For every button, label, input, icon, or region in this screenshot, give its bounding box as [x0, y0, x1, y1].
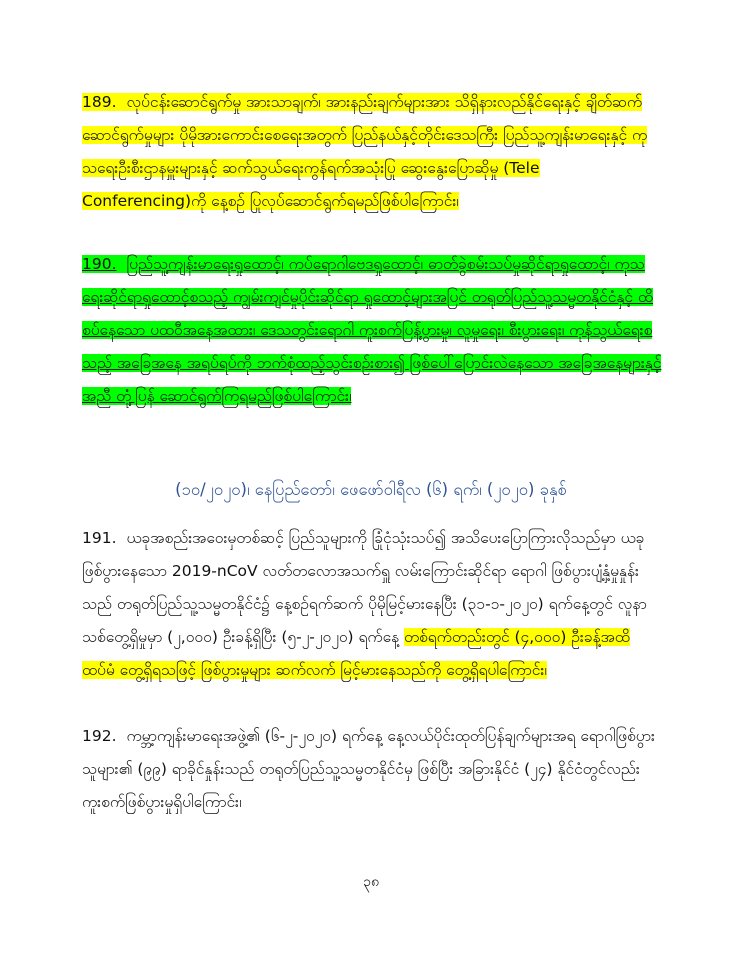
paragraph-189: [82, 86, 662, 218]
paragraph-192: [82, 720, 662, 819]
paragraph-number: 190.: [82, 255, 117, 273]
paragraph-text: လုပ်ငန်းဆောင်ရွက်မှု အားသာချက်၊ အားနည်းချက်များအား သိရှိနားလည်နိုင်ရေးနှင့် ချိတ်ဆက်ဆောင်ရွက်မှုများ ပိုမိုအားကောင်းစေရေးအတွက် ပြည်နယ်နှင့်တိုင်းဒေသကြီး ပြည်သူ့ကျန်းမာရေးနှင့် ကုသရေးဦးစီးဌာနမှူးများနှင့် ဆက်သွယ်ရေးကွန်ရက်အသုံးပြု ဆွေးနွေးပြောဆိုမှု (Tele Conferencing)ကို နေ့စဉ် ပြုလုပ်ဆောင်ရွက်ရမည်ဖြစ်ပါကြောင်း၊: [82, 93, 648, 210]
page-number: ၃၈: [363, 874, 379, 890]
paragraph-number: 191.: [82, 529, 117, 547]
highlighted-text: တစ်ရက်တည်းတွင် (၄,၀၀၀) ဦးခန့်အထိ ထပ်မံ တွေ့ရှိရသဖြင့် ဖြစ်ပွားမှုများ ဆက်လက် မြင့်မားနေသည်ကို တွေ့ရှိရပါကြောင်း၊: [82, 628, 630, 679]
paragraph-text: ကမ္ဘာ့ကျန်းမာရေးအဖွဲ့၏ (၆-၂-၂၀၂၀) ရက်နေ့ နေ့လယ်ပိုင်းထုတ်ပြန်ချက်များအရ ရောဂါဖြစ်ပွားသူများ၏ (၉၉) ရာခိုင်နှုန်းသည် တရုတ်ပြည်သူ့သမ္မတနိုင်ငံမှ ဖြစ်ပြီး အခြားနိုင်ငံ (၂၄) နိုင်ငံတွင်လည်း ကူးစက်ဖြစ်ပွားမှုရှိပါကြောင်း၊: [82, 727, 655, 811]
paragraph-number: 189.: [82, 93, 117, 111]
paragraph-number: 192.: [82, 727, 117, 745]
paragraph-190: [82, 248, 662, 413]
paragraph-191: [82, 522, 662, 687]
meeting-heading: (၁၀/၂၀၂၀)၊ နေပြည်တော်၊ ဖေဖော်ဝါရီလ (၆) ရက်၊ (၂၀၂၀) ခုနှစ်: [175, 480, 567, 499]
paragraph-text: ယခုအစည်းအဝေးမှတစ်ဆင့် ပြည်သူများကို ခြုံငုံသုံးသပ်၍ အသိပေးပြောကြားလိုသည်မှာ ယခုဖြစ်ပွားနေသော 2019-nCoV လတ်တလောအသက်ရှူ လမ်းကြောင်းဆိုင်ရာ ရောဂါ ဖြစ်ပွားပျံ့နှံ့မှုနှုန်းသည် တရုတ်ပြည်သူ့သမ္မတနိုင်ငံ၌ နေ့စဉ်ရက်ဆက် ပိုမိုမြင့်မားနေပြီး (၃၁-၁-၂၀၂၀) ရက်နေ့တွင် လူနာသစ်တွေ့ရှိမှုမှာ (၂,၀၀၀) ဦးခန့်ရှိပြီး (၅-၂-၂၀၂၀) ရက်နေ့: [82, 529, 647, 646]
paragraph-text: ပြည်သူ့ကျန်းမာရေးရှုထောင့်၊ ကပ်ရောဂါဗေဒရှုထောင့်၊ ဓာတ်ခွဲစမ်းသပ်မှုဆိုင်ရာရှုထောင့်၊ ကုသရေးဆိုင်ရာရှုထောင့်စသည့် ကျွမ်းကျင်မှုပိုင်းဆိုင်ရာ ရှုထောင့်များအပြင် တရုတ်ပြည်သူ့သမ္မတနိုင်ငံနှင့် ထိစပ်နေသော ပထဝီအနေအထား၊ ဒေသတွင်းရောဂါ ကူးစက်ပြန့်ပွားမှု၊ လူမှုရေး၊ စီးပွားရေး၊ ကုန်သွယ်ရေးစသည့် အခြေအနေ အရပ်ရပ်ကို ဘက်စုံထည့်သွင်းစဉ်းစား၍ ဖြစ်ပေါ်ပြောင်းလဲနေသော အခြေအနေများနှင့်အညီ တုံ့ပြန် ဆောင်ရွက်ကြရမည်ဖြစ်ပါကြောင်း၊: [82, 255, 662, 405]
